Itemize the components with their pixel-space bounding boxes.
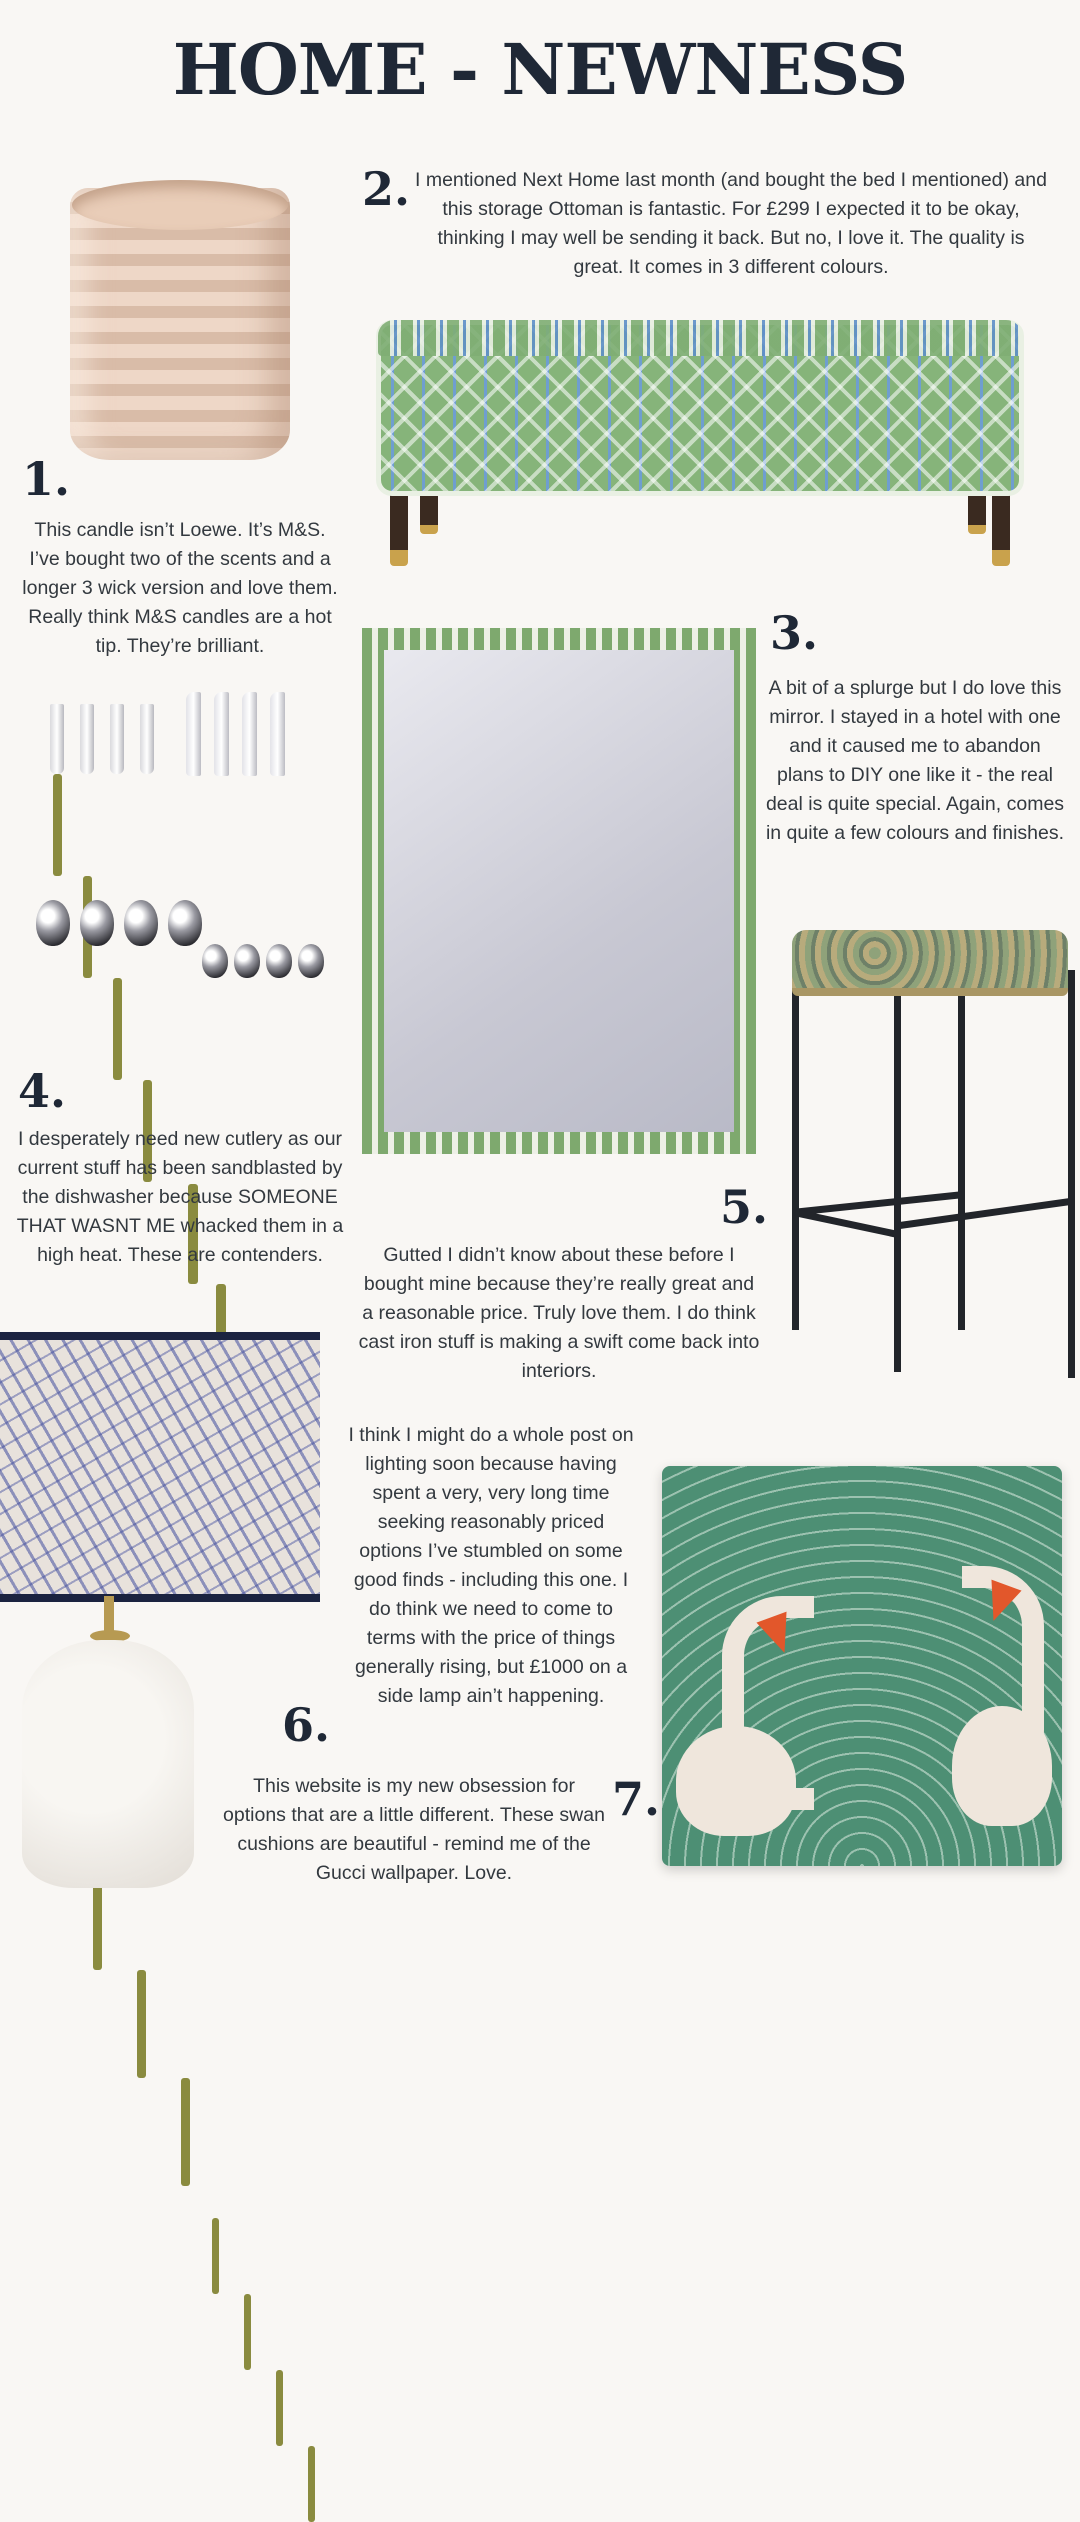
swan-body [952, 1706, 1052, 1826]
knife [242, 692, 257, 776]
cutlery-image [30, 690, 340, 1070]
stool-crossbar [794, 1191, 962, 1216]
spoon [124, 900, 158, 946]
item-1-number: 1. [22, 452, 71, 506]
knife [214, 692, 229, 776]
fork [140, 704, 154, 774]
teaspoon-handle [212, 2218, 219, 2294]
teaspoon [202, 944, 228, 978]
ottoman-leg [968, 494, 986, 534]
mirror-image [362, 628, 756, 1154]
candle-top [72, 180, 288, 230]
ottoman-lid [378, 320, 1022, 356]
spoon [36, 900, 70, 946]
fork-handle [113, 978, 122, 1080]
item-7-text: This website is my new obsession for options that are a little different. These swan cushions are beautiful - remind me of the Gucci wallpaper. Love. [223, 1775, 605, 1884]
stool-crossbar [898, 1198, 1071, 1229]
item-2-number: 2. [362, 162, 411, 216]
teaspoon-handle [276, 2370, 283, 2446]
lamp-base [22, 1640, 194, 1888]
stool-leg [792, 970, 799, 1330]
swan-body [676, 1726, 796, 1836]
spoon [80, 900, 114, 946]
ottoman-leg [390, 494, 408, 566]
lamp-shade [0, 1332, 320, 1602]
teaspoon [234, 944, 260, 978]
item-3-text: A bit of a splurge but I do love this mirror. I stayed in a hotel with one and it caused me to abandon plans to DIY one like it - the real deal is quite special. Again, comes in quite a few colours and finishes. [765, 677, 1065, 844]
knife [270, 692, 285, 776]
item-6-text: I think I might do a whole post on lighting soon because having spent a very, very long time seeking reasonably priced options I’ve stumbled on some good finds - including this one. I do think we need to come to terms with the price of things generally rising, but £1000 on a side lamp ain’t happening. [348, 1424, 634, 1707]
cushion-image [662, 1466, 1062, 1866]
stool-image [790, 930, 1080, 1370]
item-1-text: This candle isn’t Loewe. It’s M&S. I’ve bought two of the scents and a longer 3 wick version and love them. Really think M&S candles are a hot tip. They’re brilliant. [22, 519, 338, 657]
fork [80, 704, 94, 774]
fork [50, 704, 64, 774]
item-4-text: I desperately need new cutlery as our current stuff has been sandblasted by the dishwasher because SOMEONE THAT WASNT ME whacked them in a high heat. These are contenders. [16, 1128, 344, 1266]
spoon-handle [181, 2078, 190, 2186]
stool-seat [792, 930, 1068, 996]
knife [186, 692, 201, 776]
page-title: HOME - NEWNESS [172, 28, 908, 111]
teaspoon [266, 944, 292, 978]
item-3-number: 3. [770, 606, 819, 660]
teaspoon-handle [244, 2294, 251, 2370]
teaspoon-handle [308, 2446, 315, 2522]
item-5-text: Gutted I didn’t know about these before I bought mine because they’re really great and a reasonable price. Truly love them. I do think cast iron stuff is making a swift come back into interiors. [358, 1244, 760, 1382]
item-5-number: 5. [720, 1180, 769, 1234]
item-6-number: 6. [282, 1698, 331, 1752]
fork [110, 704, 124, 774]
ottoman-leg [420, 494, 438, 534]
item-4-number: 4. [18, 1064, 67, 1118]
item-2-text: I mentioned Next Home last month (and bought the bed I mentioned) and this storage Ottoman is fantastic. For £299 I expected it to be okay, thinking I may well be sending it back. But no, I love it. The quality is great. It comes in 3 different colours. [415, 169, 1047, 278]
spoon-handle [137, 1970, 146, 2078]
spoon [168, 900, 202, 946]
stool-leg [958, 970, 965, 1330]
teaspoon [298, 944, 324, 978]
fork-handle [53, 774, 62, 876]
ottoman-leg [992, 494, 1010, 566]
stool-leg [894, 982, 901, 1372]
item-7-number: 7. [612, 1772, 661, 1826]
stool-leg [1068, 970, 1075, 1378]
stool-crossbar [794, 1209, 897, 1237]
